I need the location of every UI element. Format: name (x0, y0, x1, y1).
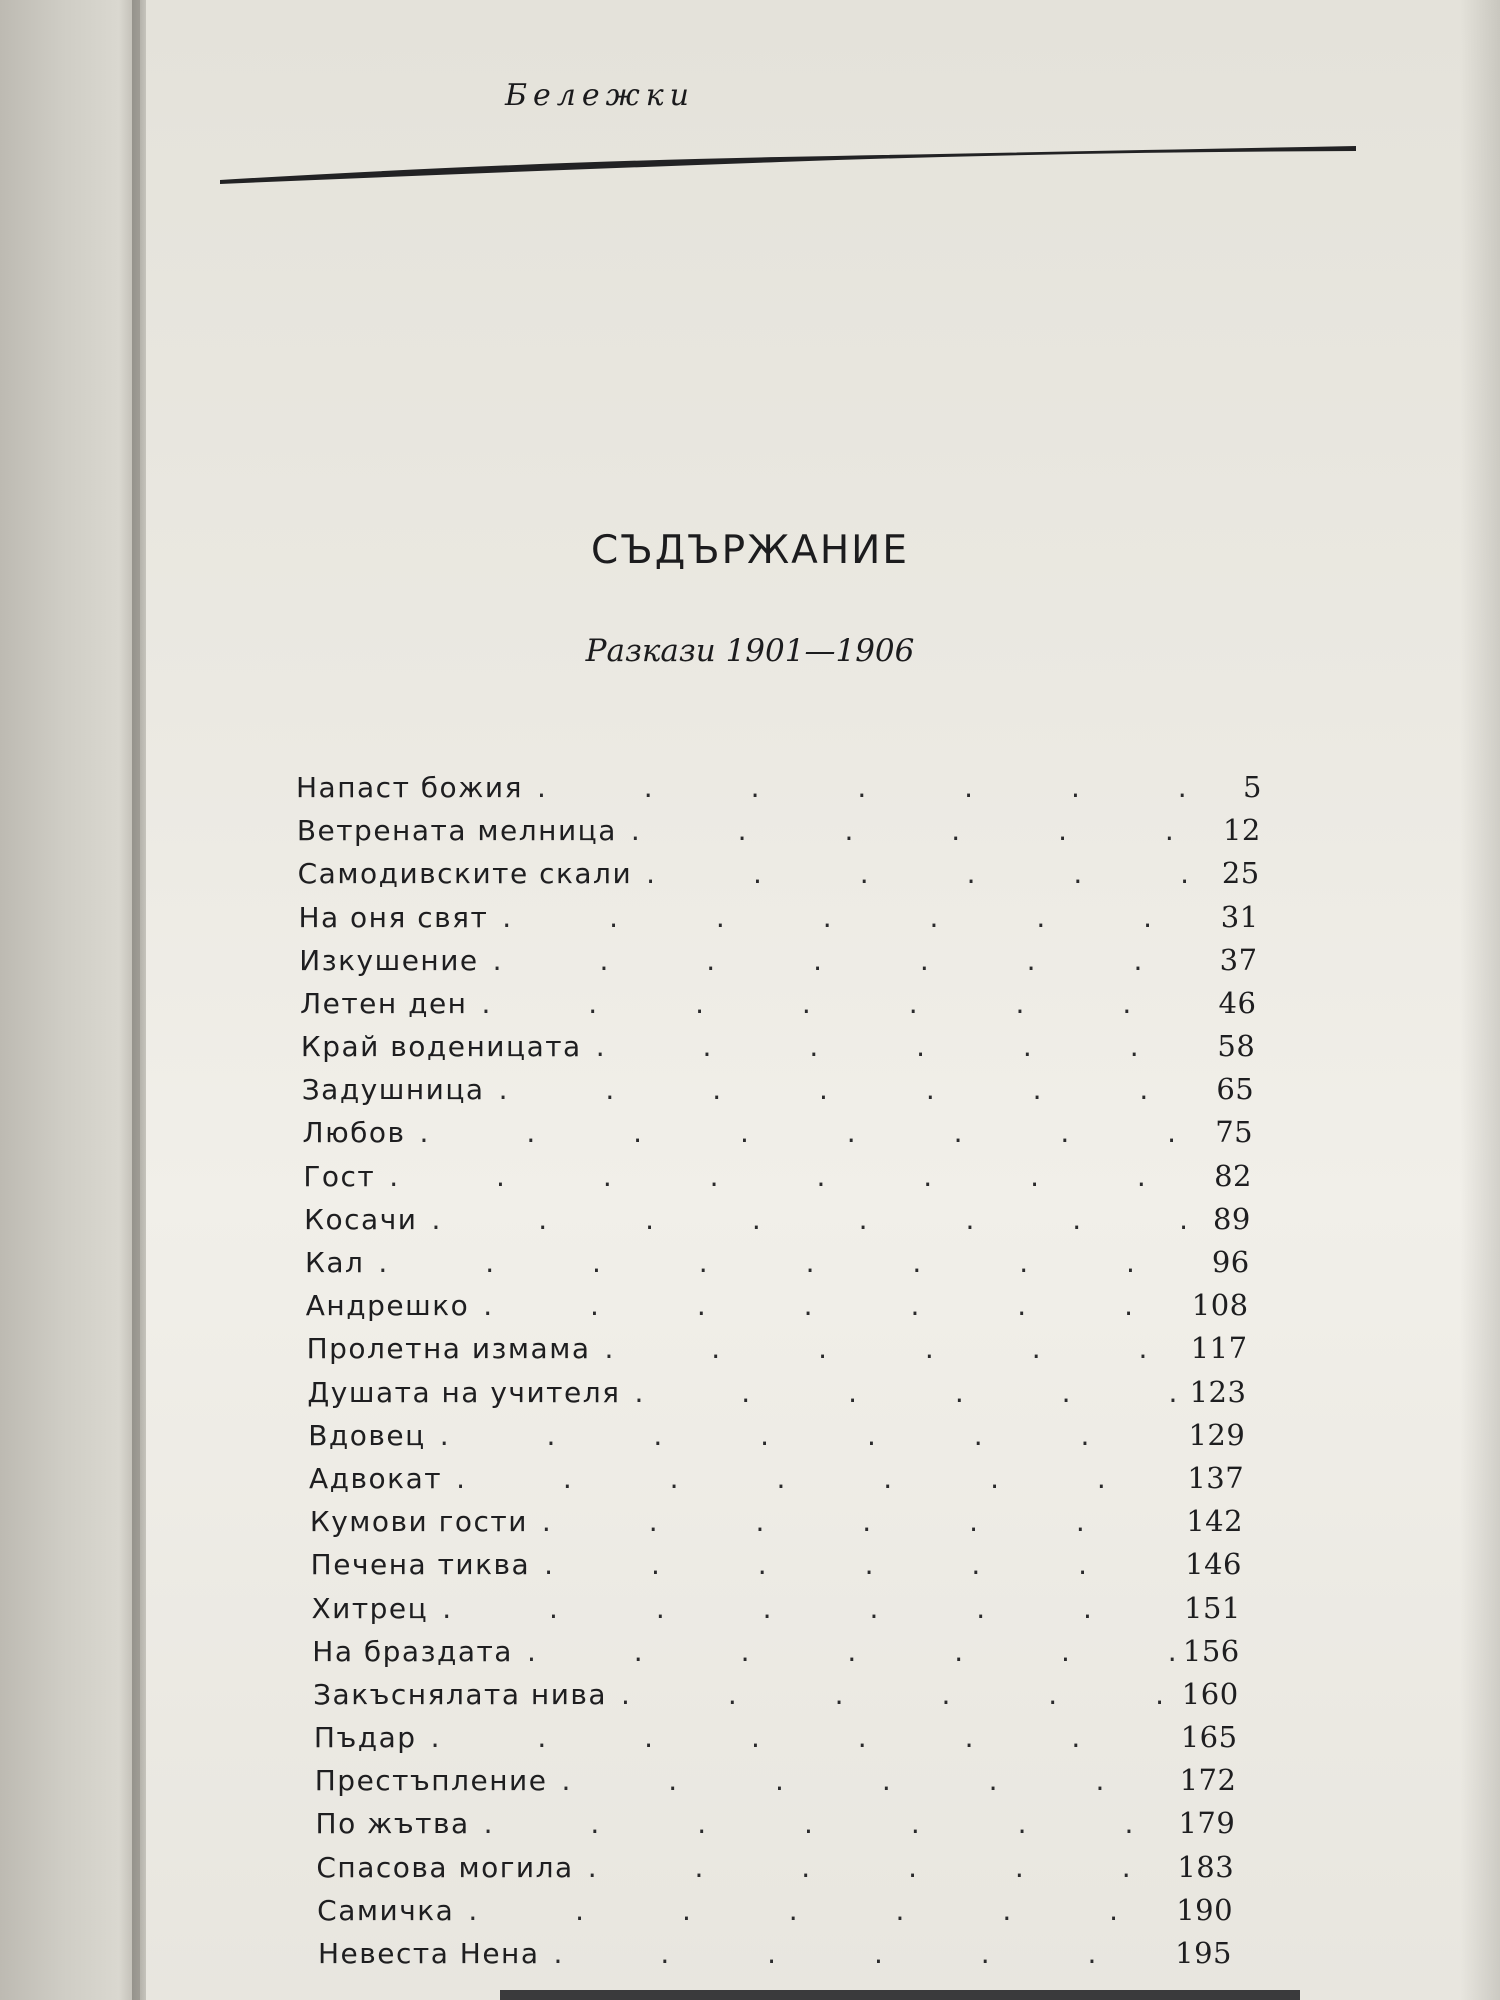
dot-leader (634, 1376, 1181, 1409)
toc-page-number: 165 (1180, 1720, 1238, 1755)
toc-entry-title: Кал (304, 1246, 365, 1280)
toc-entry-title: Самодивските скали (297, 857, 633, 891)
toc-entry (298, 900, 1258, 940)
toc-page-number: 179 (1178, 1806, 1236, 1841)
toc-entry (301, 1029, 1255, 1069)
toc-entry (299, 943, 1257, 983)
toc-entry (309, 1461, 1244, 1501)
toc-entry-title: Летен ден (300, 986, 468, 1020)
toc-entry (307, 1331, 1248, 1371)
toc-entry-title: Самичка (317, 1893, 455, 1927)
toc-entry-title: Невеста Нена (318, 1937, 540, 1970)
dot-leader (378, 1246, 1203, 1279)
dot-leader (561, 1764, 1171, 1797)
toc-page-number: 37 (1219, 942, 1258, 977)
toc-page-number: 96 (1211, 1245, 1250, 1280)
toc-entry (298, 856, 1260, 896)
dot-leader (468, 1894, 1168, 1927)
dot-leader (493, 944, 1212, 977)
toc-page-number: 108 (1191, 1288, 1249, 1323)
toc-entry-title: Хитрец (311, 1591, 429, 1625)
dot-leader (431, 1203, 1205, 1236)
toc-page-number: 183 (1177, 1849, 1235, 1884)
dot-leader (483, 1289, 1184, 1322)
toc-entry-title: Напаст божия (296, 771, 523, 804)
toc-entry (316, 1850, 1234, 1890)
dot-leader (484, 1807, 1171, 1840)
toc-entry (311, 1547, 1242, 1587)
toc-page-number: 137 (1187, 1460, 1245, 1495)
toc-entry (308, 1418, 1245, 1458)
toc-entry-title: Престъпление (314, 1764, 548, 1798)
toc-entry (306, 1288, 1249, 1328)
dot-leader (440, 1419, 1181, 1452)
dot-leader (420, 1116, 1208, 1149)
toc-entry-title: По жътва (315, 1807, 470, 1841)
dot-leader (544, 1548, 1177, 1581)
subsection-title: Разкази 1901—1906 (585, 633, 915, 669)
dot-leader (499, 1073, 1209, 1106)
dot-leader (442, 1592, 1176, 1625)
toc-page-number: 190 (1176, 1892, 1234, 1927)
toc-entry-title: Спасова могила (316, 1850, 574, 1884)
toc-page-number: 12 (1222, 813, 1261, 848)
toc-entry (314, 1720, 1238, 1760)
toc-page-number: 25 (1221, 856, 1260, 891)
toc-page-number: 195 (1175, 1936, 1232, 1970)
toc-page-number: 31 (1220, 899, 1259, 934)
dot-leader (502, 901, 1212, 934)
toc-page-number: 160 (1181, 1676, 1239, 1711)
toc-entry (304, 1202, 1251, 1242)
toc-entry (305, 1245, 1250, 1285)
dot-leader (604, 1332, 1182, 1365)
toc-page-number: 82 (1214, 1158, 1252, 1193)
toc-entry (316, 1806, 1236, 1846)
toc-entry-title: Задушница (301, 1073, 485, 1107)
toc-entry (318, 1936, 1232, 1976)
toc-entry-title: Адвокат (309, 1461, 443, 1495)
toc-page-number: 156 (1182, 1633, 1240, 1668)
toc-page-number: 142 (1186, 1504, 1244, 1539)
toc-entry-title: Любов (302, 1116, 406, 1150)
toc-entry (312, 1634, 1239, 1674)
toc-entry-title: Душата на учителя (307, 1375, 621, 1409)
toc-entry (300, 986, 1256, 1026)
dot-leader (631, 814, 1215, 847)
toc-entry-title: Кумови гости (309, 1505, 528, 1539)
dot-leader (542, 1505, 1178, 1538)
toc-entry-title: Край воденицата (300, 1030, 582, 1064)
dot-leader (527, 1635, 1175, 1668)
toc-page-number: 123 (1189, 1374, 1247, 1409)
toc-page-number: 75 (1215, 1115, 1254, 1150)
toc-entry-title: Закъснялата нива (313, 1677, 608, 1711)
toc-entry (313, 1677, 1239, 1717)
dot-leader (554, 1937, 1168, 1970)
toc-entry (303, 1115, 1254, 1155)
toc-page-number: 129 (1188, 1417, 1246, 1452)
toc-entry-title: Пролетна измама (306, 1332, 591, 1366)
toc-entry (317, 1893, 1233, 1933)
toc-entry-title: Печена тиква (310, 1548, 531, 1582)
dot-leader (646, 857, 1214, 890)
dot-leader (456, 1462, 1179, 1495)
toc-page-number: 151 (1184, 1590, 1241, 1625)
toc-page-number: 117 (1190, 1331, 1248, 1366)
page-bottom-edge (500, 1990, 1300, 2000)
toc-page-number: 172 (1179, 1763, 1237, 1798)
toc-entry-title: Андрешко (305, 1289, 470, 1323)
toc-page-number: 146 (1185, 1547, 1242, 1582)
toc-page-number: 46 (1218, 985, 1257, 1020)
dot-leader (481, 987, 1210, 1020)
toc-entry-title: Вдовец (308, 1418, 426, 1452)
toc-entry (315, 1763, 1237, 1803)
toc-entry-title: Косачи (304, 1202, 418, 1236)
toc-entry-title: Пъдар (313, 1721, 417, 1755)
dot-leader (621, 1678, 1174, 1711)
dot-leader (588, 1851, 1170, 1884)
dot-leader (596, 1030, 1210, 1063)
toc-entry (297, 813, 1261, 853)
dot-leader (431, 1721, 1173, 1754)
toc-entry-title: Изкушение (299, 943, 479, 977)
toc-entry (307, 1375, 1246, 1415)
toc-entry (303, 1159, 1252, 1199)
toc-entry-title: Гост (303, 1159, 376, 1193)
toc-entry (302, 1072, 1255, 1112)
toc-entry-title: На оня свят (298, 900, 489, 934)
toc-page-number: 65 (1216, 1072, 1255, 1107)
toc-entry (296, 770, 1262, 810)
toc-page-number: 5 (1243, 770, 1262, 804)
toc-entry-title: На браздата (312, 1634, 513, 1668)
section-title: СЪДЪРЖАНИЕ (591, 528, 909, 573)
toc-page-number: 89 (1212, 1201, 1251, 1236)
dot-leader (389, 1160, 1206, 1193)
toc-page-number: 58 (1217, 1029, 1256, 1064)
toc-entry-title: Ветрената мелница (296, 814, 617, 848)
running-head: Бележки (505, 78, 695, 113)
toc-entry (310, 1504, 1243, 1544)
dot-leader (537, 771, 1235, 804)
toc-entry (311, 1591, 1240, 1631)
